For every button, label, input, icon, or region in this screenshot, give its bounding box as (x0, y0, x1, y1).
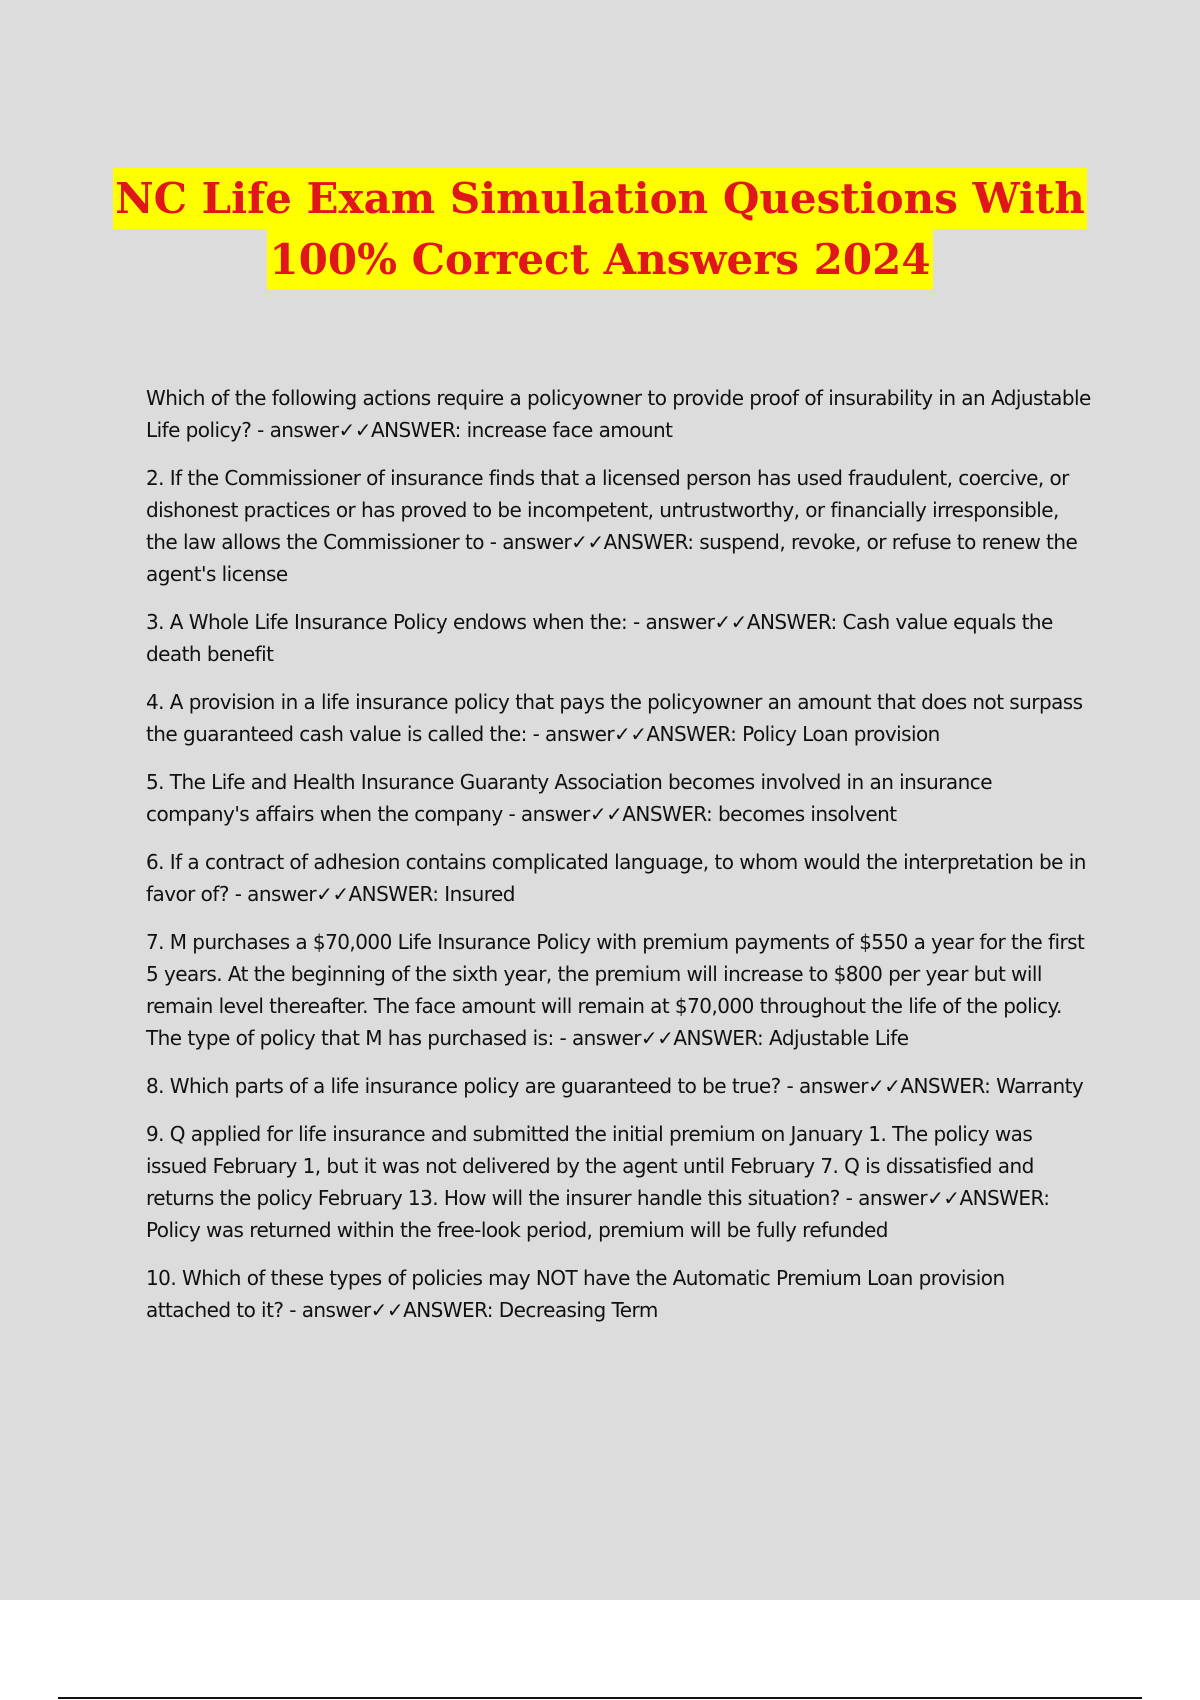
qa-item (146, 462, 1091, 590)
footer-divider (58, 1697, 1142, 1699)
answer-text: ANSWER: becomes insolvent (622, 802, 897, 826)
double-check-icon: ✓✓ (338, 418, 371, 442)
qa-item (146, 1118, 1091, 1246)
qa-item (146, 1262, 1091, 1326)
double-check-icon: ✓✓ (927, 1186, 960, 1210)
title-line-1: NC Life Exam Simulation Questions With (113, 168, 1087, 229)
question-text: 9. Q applied for life insurance and submitted the initial premium on January 1. The policy was issued February 1, but it was not delivered by the agent until February 7. Q is dissatisfied and returns the policy February 13. How will the insurer handle this situation? - answer (146, 1122, 1034, 1210)
double-check-icon: ✓✓ (714, 610, 747, 634)
answer-text: ANSWER: Policy was returned within the free-look period, premium will be fully refunded (146, 1186, 1050, 1242)
answer-text: ANSWER: increase face amount (370, 418, 673, 442)
question-text: 10. Which of these types of policies may NOT have the Automatic Premium Loan provision attached to it? - answer (146, 1266, 1005, 1322)
answer-text: ANSWER: Cash value equals the death benefit (146, 610, 1053, 666)
document-title (0, 168, 1200, 290)
question-text: 3. A Whole Life Insurance Policy endows when the: - answer (146, 610, 715, 634)
question-text: 5. The Life and Health Insurance Guaranty Association becomes involved in an insurance company's affairs when the company - answer (146, 770, 992, 826)
answer-text: ANSWER: Insured (348, 882, 515, 906)
question-text: 7. M purchases a $70,000 Life Insurance Policy with premium payments of $550 a year for the first 5 years. At the beginning of the sixth year, the premium will increase to $800 per year but will remain level thereafter. The face amount will remain at $70,000 throughout the life of the policy. The type of policy that M has purchased is: - answer (146, 930, 1085, 1050)
qa-item (146, 926, 1091, 1054)
double-check-icon: ✓✓ (640, 1026, 674, 1050)
answer-text: ANSWER: Warranty (900, 1074, 1084, 1098)
qa-item (146, 766, 1091, 830)
qa-item (146, 382, 1091, 446)
qa-item (146, 846, 1091, 910)
answer-text: ANSWER: Adjustable Life (673, 1026, 909, 1050)
double-check-icon: ✓✓ (867, 1074, 901, 1098)
title-line-2: 100% Correct Answers 2024 (267, 229, 932, 290)
question-text: 8. Which parts of a life insurance policy are guaranteed to be true? - answer (146, 1074, 868, 1098)
double-check-icon: ✓✓ (614, 722, 647, 746)
qa-item (146, 606, 1091, 670)
question-list (146, 382, 1091, 1342)
double-check-icon: ✓✓ (370, 1298, 404, 1322)
question-text: 2. If the Commissioner of insurance finds that a licensed person has used fraudulent, coercive, or dishonest practices or has proved to be incompetent, untrustworthy, or financially irresponsible, the law allows the Commissioner to - answer (146, 466, 1069, 554)
qa-item (146, 1070, 1091, 1102)
question-text: 6. If a contract of adhesion contains complicated language, to whom would the interpretation be in favor of? - answer (146, 850, 1086, 906)
double-check-icon: ✓✓ (316, 882, 349, 906)
answer-text: ANSWER: Decreasing Term (403, 1298, 658, 1322)
question-text: 4. A provision in a life insurance policy that pays the policyowner an amount that does not surpass the guaranteed cash value is called the: - answer (146, 690, 1083, 746)
double-check-icon: ✓✓ (589, 802, 623, 826)
answer-text: ANSWER: suspend, revoke, or refuse to renew the agent's license (146, 530, 1078, 586)
qa-item (146, 686, 1091, 750)
question-text: Which of the following actions require a policyowner to provide proof of insurability in an Adjustable Life policy? - answer (146, 386, 1091, 442)
answer-text: ANSWER: Policy Loan provision (646, 722, 940, 746)
double-check-icon: ✓✓ (571, 530, 604, 554)
